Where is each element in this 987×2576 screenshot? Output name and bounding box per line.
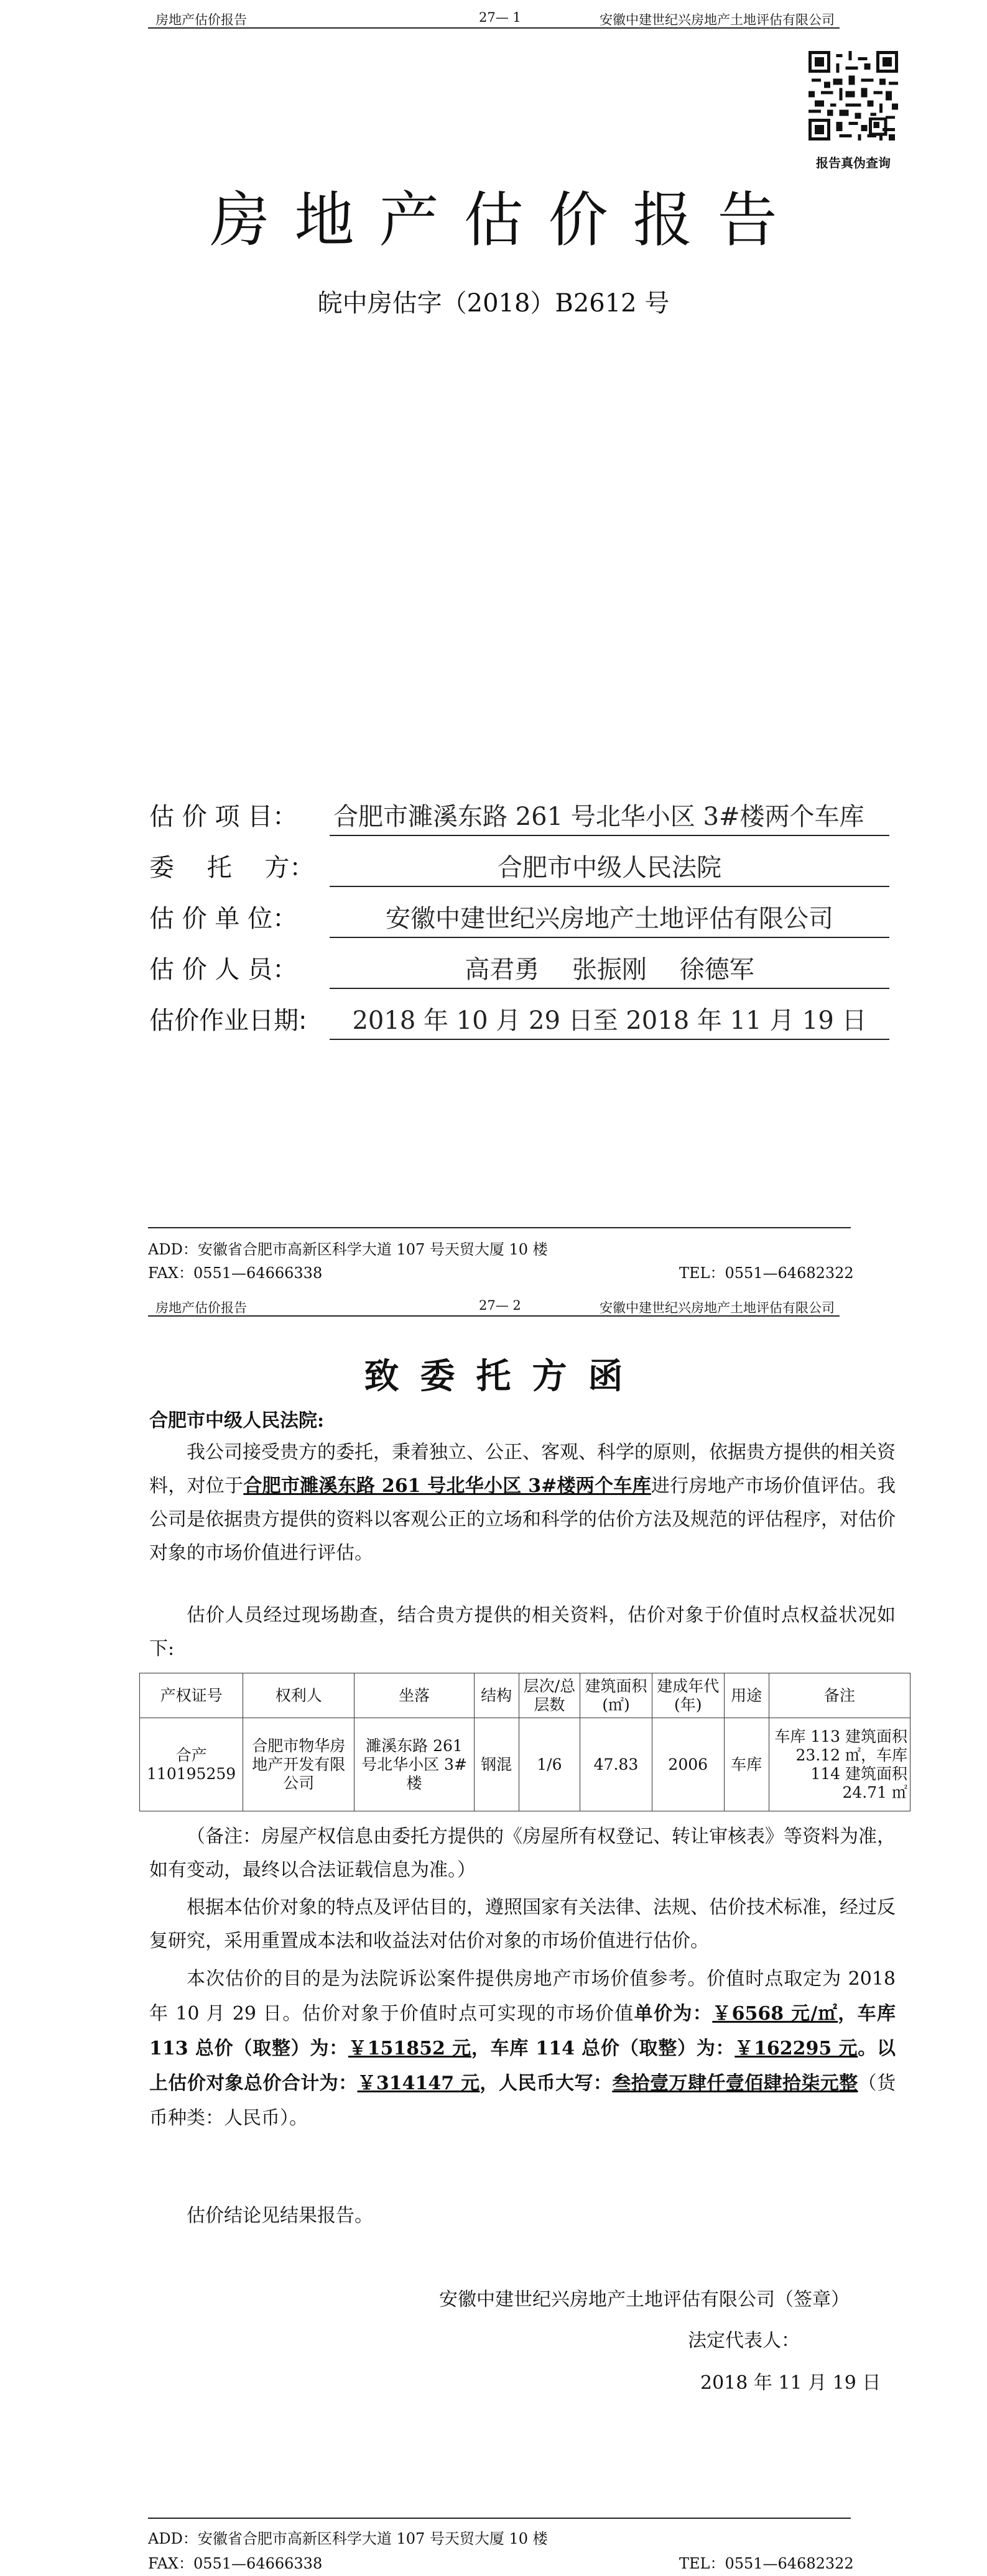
info-label: 估 价 单 位： <box>149 904 298 933</box>
info-row-work-dates <box>149 998 896 1036</box>
letter-paragraph-3: 根据本估价对象的特点及评估目的，遵照国家有关法律、法规、估价技术标准，经过反复研究，采用重置成本法和收益法对估价对象的市场价值进行估价。 <box>149 1897 896 1952</box>
info-label: 估 价 项 目： <box>149 803 298 831</box>
table-cell: 47.83 <box>580 1718 652 1811</box>
info-label: 估价作业日期: <box>149 1006 307 1035</box>
info-row-project <box>149 794 896 832</box>
table-cell: 濉溪东路 261 号北华小区 3#楼 <box>354 1718 474 1811</box>
footer-rule <box>148 1227 851 1228</box>
table-header-row <box>140 1673 911 1718</box>
letter-paragraph-1 <box>149 1436 896 1570</box>
text-span: 进行房地产市场价值评估。我公司是依据贵方提供的资料以客观公正的立场和科学的估价方法及规范的评估程序，对估价对象的市场价值进行评估。 <box>149 1475 896 1564</box>
header-right: 安徽中建世纪兴房地产土地评估有限公司 <box>600 12 835 27</box>
letter-salutation: 合肥市中级人民法院: <box>149 1410 325 1432</box>
text-span: （货币种类：人民币）。 <box>149 2072 896 2129</box>
qr-caption: 报告真伪查询 <box>816 155 891 170</box>
qr-code-icon <box>809 51 898 140</box>
table-header-cell: 结构 <box>474 1673 519 1718</box>
letter-title: 致委托方函 <box>364 1356 644 1397</box>
table-header-cell: 产权证号 <box>140 1673 243 1718</box>
letter-paragraph-4 <box>149 1962 896 2136</box>
letter-note: （备注：房屋产权信息由委托方提供的《房屋所有权登记、转让审核表》等资料为准，如有变动，最终以合法证载信息为准。） <box>149 1826 896 1881</box>
appraisal-object: 合肥市濉溪东路 261 号北华小区 3#楼两个车库 <box>243 1475 651 1497</box>
info-label: 委 托 方： <box>149 853 315 882</box>
info-row-appraisers <box>149 947 896 985</box>
text-span: ，车库 114 总价（取整）为： <box>471 2038 735 2059</box>
rights-table <box>139 1673 911 1811</box>
text-span: ，车库 113 总价（取整）为： <box>149 2003 896 2059</box>
info-value: 合肥市濉溪东路 261 号北华小区 3#楼两个车库 <box>330 797 889 836</box>
grand-total-words: 叁拾壹万肆仟壹佰肆拾柒元整 <box>612 2072 858 2094</box>
table-header-cell: 层次/总层数 <box>519 1673 580 1718</box>
footer-fax: FAX：0551—64666338 <box>148 1264 323 1282</box>
header-right: 安徽中建世纪兴房地产土地评估有限公司 <box>600 1300 835 1315</box>
info-value: 高君勇 张振刚 徐德军 <box>330 950 889 989</box>
info-label: 估 价 人 员： <box>149 955 298 984</box>
footer-address: ADD：安徽省合肥市高新区科学大道 107 号天贸大厦 10 楼 <box>148 1241 548 1258</box>
total-garage-114: ￥162295 元 <box>734 2038 858 2059</box>
table-cell: 2006 <box>652 1718 724 1811</box>
cover-title: 房地产估价报告 <box>210 185 802 255</box>
footer-fax: FAX：0551—64666338 <box>148 2555 323 2572</box>
header-page-number: 27— 2 <box>479 1298 521 1313</box>
text-span: 单价为： <box>634 2003 713 2025</box>
info-value: 安徽中建世纪兴房地产土地评估有限公司 <box>330 899 889 938</box>
header-left: 房地产估价报告 <box>155 12 247 27</box>
table-header-cell: 建成年代(年) <box>652 1673 724 1718</box>
table-header-cell: 备注 <box>769 1673 910 1718</box>
grand-total: ￥314147 元 <box>357 2072 480 2094</box>
info-row-client <box>149 845 896 883</box>
letter-paragraph-2: 估价人员经过现场勘查，结合贵方提供的相关资料，估价对象于价值时点权益状况如下: <box>149 1604 896 1660</box>
signer: 安徽中建世纪兴房地产土地评估有限公司（签章） <box>439 2289 850 2311</box>
info-row-appraiser-firm <box>149 896 896 934</box>
header-left: 房地产估价报告 <box>155 1300 247 1315</box>
info-value: 合肥市中级人民法院 <box>330 848 889 887</box>
table-header-cell: 坐落 <box>354 1673 474 1718</box>
table-cell: 合肥市物华房地产开发有限公司 <box>243 1718 354 1811</box>
table-row <box>140 1718 911 1811</box>
table-header-cell: 用途 <box>724 1673 769 1718</box>
header-page-number: 27— 1 <box>479 10 521 25</box>
table-cell: 车库 113 建筑面积 23.12 ㎡，车库 114 建筑面积 24.71 ㎡ <box>769 1718 910 1811</box>
report-number: 皖中房估字（2018）B2612 号 <box>317 289 670 318</box>
text-span: ，人民币大写： <box>480 2072 613 2094</box>
text-span: 本次估价的目的是为法院诉讼案件提供房地产市场价值参考。价值时点取定为 2018 年 10 月 29 日。估价对象于价值时点可实现的市场价值 <box>149 1968 896 2025</box>
unit-price: ￥6568 元/㎡ <box>712 2003 838 2025</box>
footer-address: ADD：安徽省合肥市高新区科学大道 107 号天贸大厦 10 楼 <box>148 2530 548 2547</box>
running-header <box>148 1294 840 1317</box>
table-cell: 钢混 <box>474 1718 519 1811</box>
table-cell: 1/6 <box>519 1718 580 1811</box>
letter-paragraph-5: 估价结论见结果报告。 <box>187 2205 373 2227</box>
running-header <box>148 6 840 29</box>
table-header-cell: 建筑面积(㎡) <box>580 1673 652 1718</box>
total-garage-113: ￥151852 元 <box>348 2038 471 2059</box>
footer-tel: TEL：0551—64682322 <box>679 2555 854 2572</box>
table-header-cell: 权利人 <box>243 1673 354 1718</box>
table-cell: 合产 110195259 <box>140 1718 243 1811</box>
footer-tel: TEL：0551—64682322 <box>679 1264 854 1282</box>
footer-rule <box>148 2518 851 2519</box>
text-span: 。以上估价对象总价合计为： <box>149 2038 896 2094</box>
info-value: 2018 年 10 月 29 日至 2018 年 11 月 19 日 <box>330 1001 889 1040</box>
letter-date: 2018 年 11 月 19 日 <box>700 2372 881 2394</box>
table-cell: 车库 <box>724 1718 769 1811</box>
text-span: 我公司接受贵方的委托，秉着独立、公正、客观、科学的原则，依据贵方提供的相关资料，对位于 <box>149 1442 896 1497</box>
legal-representative: 法定代表人： <box>688 2330 800 2352</box>
